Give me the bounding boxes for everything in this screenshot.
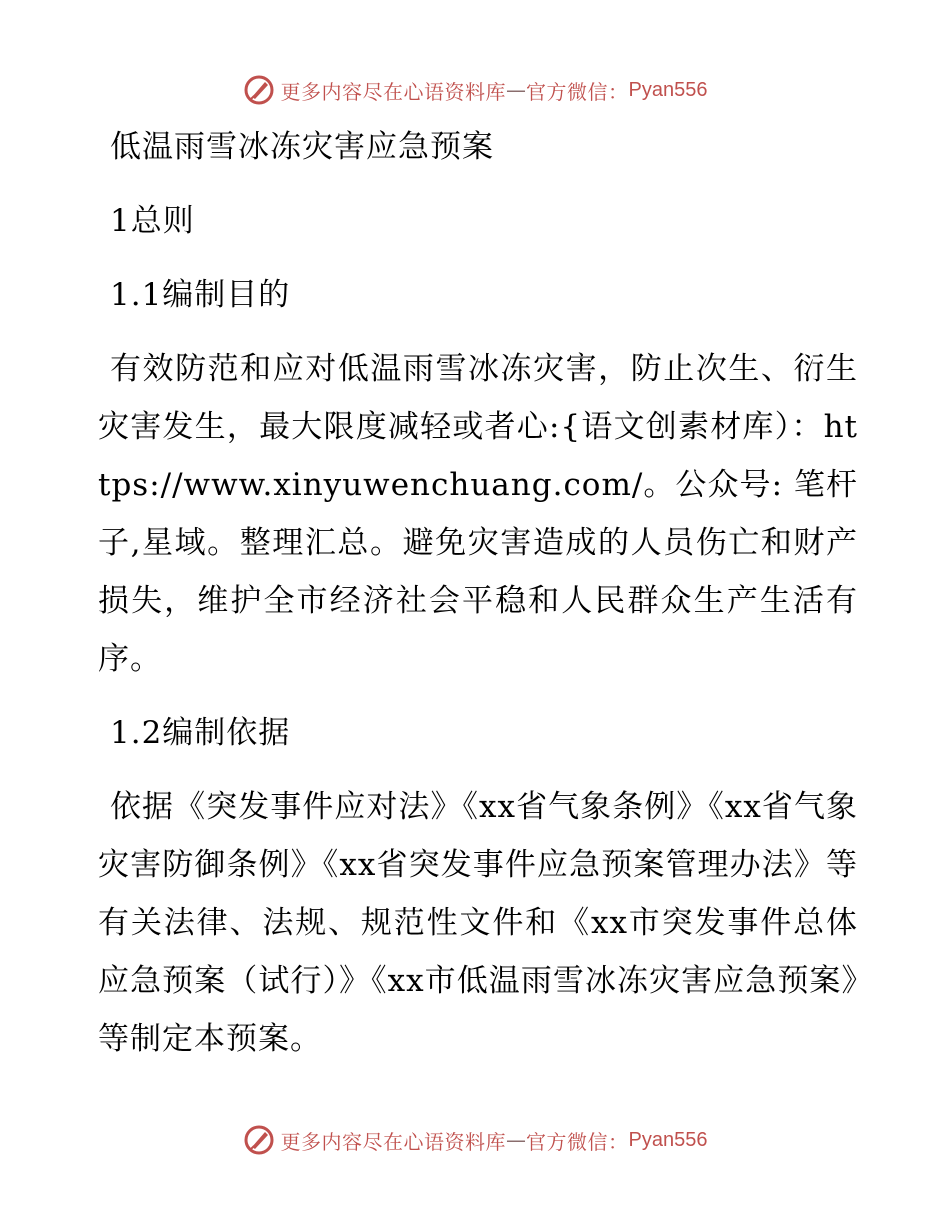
footer-banner	[0, 1120, 950, 1160]
banner-wechat-label: 官方微信：	[526, 1129, 629, 1154]
paragraph-basis: 依据《突发事件应对法》《xx省气象条例》《xx省气象灾害防御条例》《xx省突发事件应急预案管理办法》等有关法律、法规、规范性文件和《xx市突发事件总体应急预案（试行）》《xx市低温雨雪冰冻灾害应急预案》等制定本预案。	[98, 789, 858, 1057]
section-heading-1-2: 1.2编制依据	[110, 715, 291, 751]
section-heading-1-1: 1.1编制目的	[110, 277, 291, 313]
paragraph-purpose: 有效防范和应对低温雨雪冰冻灾害，防止次生、衍生灾害发生，最大限度减轻或者心:{语文创素材库）：https://www.xinyuwenchuang.com/。公众号: 笔杆子,星域。整理汇总。避免灾害造成的人员伤亡和财产损失，维护全市经济社会平稳和人民群众生产生活有序。	[98, 351, 858, 677]
quill-logo-icon	[243, 74, 275, 106]
quill-logo-icon	[243, 1124, 275, 1156]
header-banner	[0, 70, 950, 110]
document-title: 低温雨雪冰冻灾害应急预案	[110, 129, 494, 165]
banner-separator: —	[506, 1128, 527, 1152]
banner-wechat-id: Pyan556	[628, 78, 708, 101]
document-body	[98, 118, 858, 1068]
section-heading-1: 1总则	[110, 203, 195, 239]
banner-wechat-label: 官方微信：	[526, 79, 629, 104]
banner-separator: —	[506, 78, 527, 102]
banner-text: 更多内容尽在心语资料库	[280, 1129, 507, 1154]
banner-text: 更多内容尽在心语资料库	[280, 79, 507, 104]
banner-wechat-id: Pyan556	[628, 1128, 708, 1151]
